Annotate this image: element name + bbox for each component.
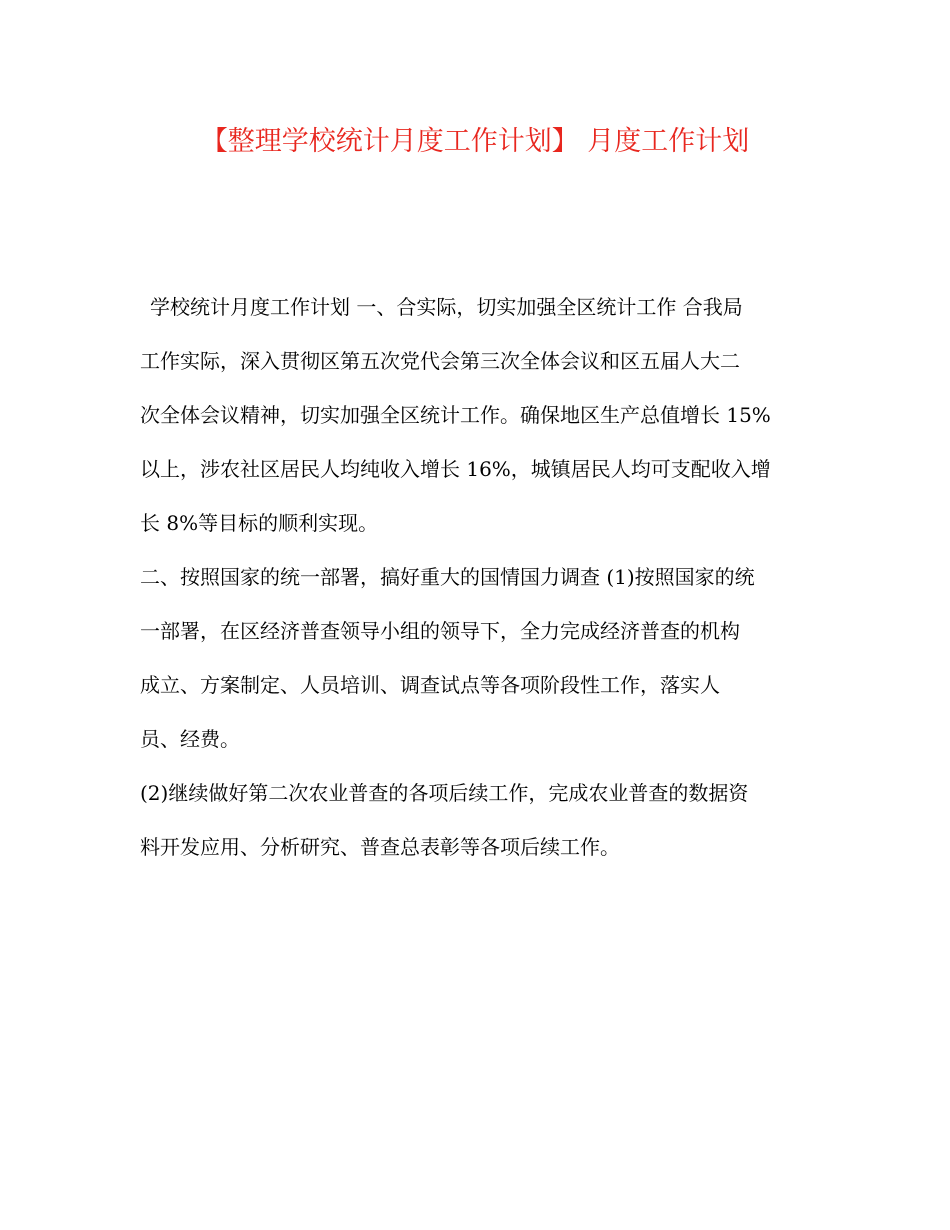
body-line: 一部署，在区经济普查领导小组的领导下，全力完成经济普查的机构 xyxy=(140,619,740,643)
document-body xyxy=(140,284,820,878)
body-line: 次全体会议精神，切实加强全区统计工作。确保地区生产总值增长 15% xyxy=(140,403,771,427)
body-line: 以上，涉农社区居民人均纯收入增长 16%，城镇居民人均可支配收入增 xyxy=(140,457,771,481)
body-line: 学校统计月度工作计划 一、合实际，切实加强全区统计工作 合我局 xyxy=(150,295,743,319)
document-title: 【整理学校统计月度工作计划】 月度工作计划 xyxy=(200,126,750,157)
body-line: 二、按照国家的统一部署，搞好重大的国情国力调查 (1)按照国家的统 xyxy=(140,565,755,589)
body-line: 成立、方案制定、人员培训、调查试点等各项阶段性工作，落实人 xyxy=(140,673,720,697)
body-line: 员、经费。 xyxy=(140,727,240,751)
body-line: 长 8%等目标的顺利实现。 xyxy=(140,511,379,535)
body-line: 工作实际，深入贯彻区第五次党代会第三次全体会议和区五届人大二 xyxy=(140,349,740,373)
body-line: 料开发应用、分析研究、普查总表彰等各项后续工作。 xyxy=(140,835,620,859)
body-line: (2)继续做好第二次农业普查的各项后续工作，完成农业普查的数据资 xyxy=(140,781,749,805)
